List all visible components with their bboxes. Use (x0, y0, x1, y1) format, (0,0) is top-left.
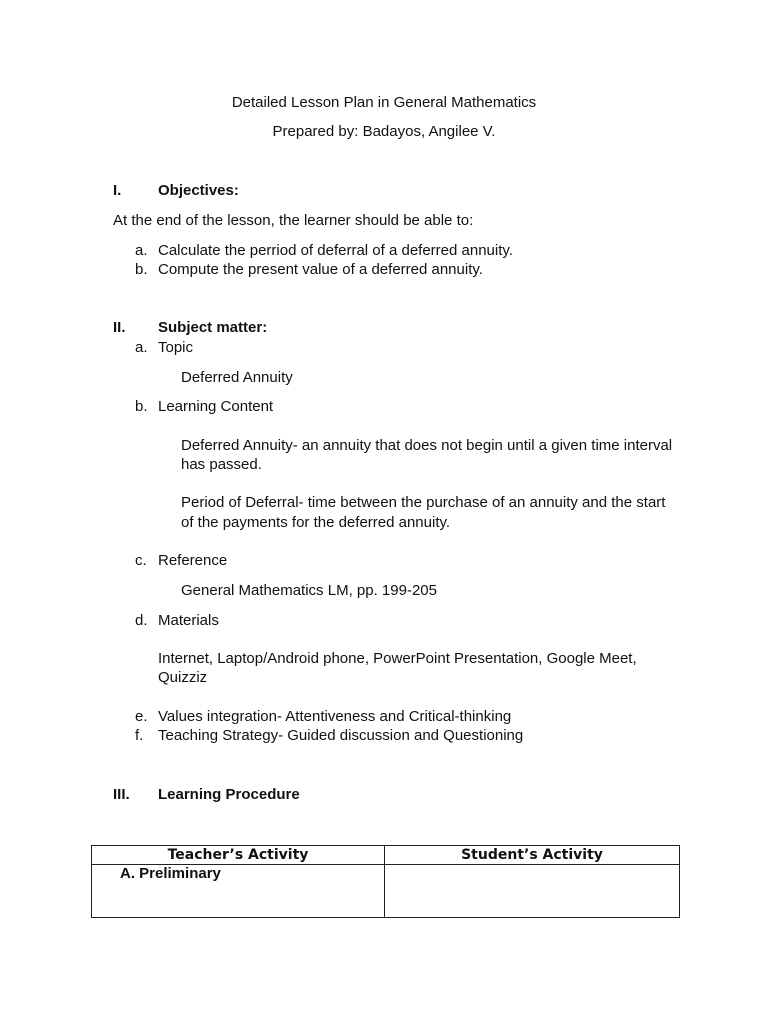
list-marker: a. (135, 242, 148, 259)
materials-line: Internet, Laptop/Android phone, PowerPoint Presentation, Google Meet, (158, 650, 637, 667)
learning-content-label: Learning Content (158, 398, 274, 415)
column-header-student: Student’s Activity (385, 846, 680, 865)
list-marker: e. (135, 708, 148, 725)
topic-label: Topic (158, 339, 194, 356)
student-activity-cell (385, 865, 680, 918)
list-marker: d. (135, 612, 148, 629)
definition-line: Period of Deferral- time between the purchase of an annuity and the start (181, 494, 666, 511)
list-marker: f. (135, 727, 144, 744)
procedure-table (91, 845, 680, 918)
materials-line: Quizziz (158, 669, 208, 686)
section-numeral-subject: II. (113, 319, 126, 336)
teaching-strategy: Teaching Strategy- Guided discussion and Questioning (158, 727, 524, 744)
list-marker: c. (135, 552, 147, 569)
section-heading-objectives: Objectives: (158, 182, 239, 199)
table-row (92, 865, 680, 918)
section-numeral-objectives: I. (113, 182, 122, 199)
materials-label: Materials (158, 612, 219, 629)
document-title: Detailed Lesson Plan in General Mathematics (231, 94, 537, 111)
teacher-activity-cell (92, 865, 385, 918)
topic-value: Deferred Annuity (181, 369, 293, 386)
definition-line: Deferred Annuity- an annuity that does not begin until a given time interval (181, 437, 673, 454)
section-numeral-procedure: III. (113, 786, 130, 803)
objectives-intro: At the end of the lesson, the learner should be able to: (113, 212, 474, 229)
prepared-by: Prepared by: Badayos, Angilee V. (272, 123, 496, 140)
list-marker: b. (135, 261, 148, 278)
column-header-teacher: Teacher’s Activity (92, 846, 385, 865)
reference-value: General Mathematics LM, pp. 199-205 (181, 582, 437, 599)
section-heading-subject: Subject matter: (158, 319, 268, 336)
definition-line: of the payments for the deferred annuity. (181, 514, 451, 531)
list-marker: b. (135, 398, 148, 415)
section-heading-procedure: Learning Procedure (158, 786, 300, 803)
definition-line: has passed. (181, 456, 262, 473)
objective-item: Calculate the perriod of deferral of a deferred annuity. (158, 242, 513, 259)
table-header-row (92, 846, 680, 865)
values-integration: Values integration- Attentiveness and Critical-thinking (158, 708, 512, 725)
teacher-activity-text: A. Preliminary (120, 865, 221, 882)
reference-label: Reference (158, 552, 228, 569)
list-marker: a. (135, 339, 148, 356)
objective-item: Compute the present value of a deferred annuity. (158, 261, 483, 278)
